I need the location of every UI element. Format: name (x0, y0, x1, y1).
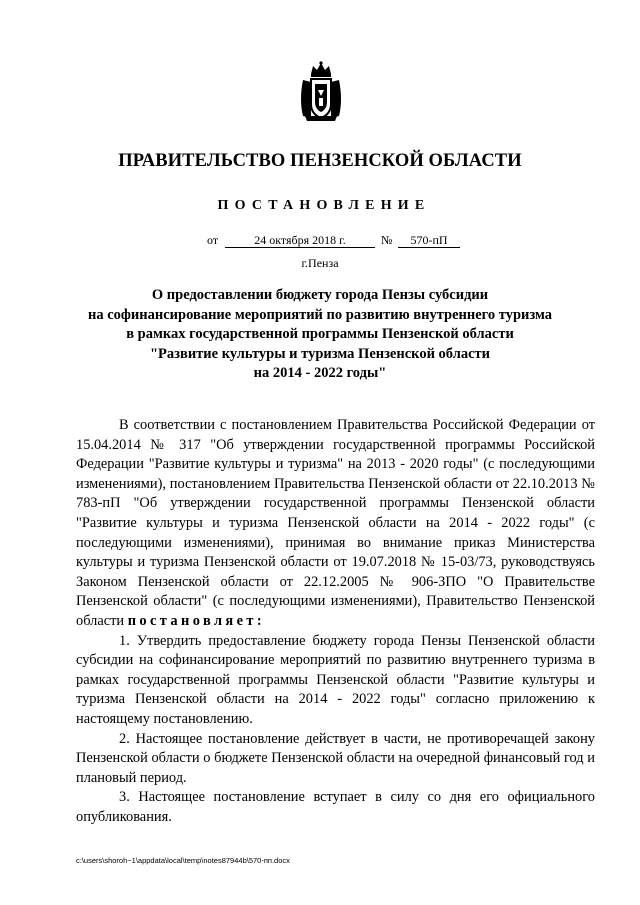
title-line: на софинансирование мероприятий по развитию внутреннего туризма (87, 306, 553, 323)
document-date: 24 октября 2018 г. (225, 233, 375, 248)
title-line: на 2014 - 2022 годы" (253, 365, 387, 381)
document-type: ПОСТАНОВЛЕНИЕ (217, 198, 431, 213)
title-line: в рамках государственной программы Пензенской области (126, 326, 514, 342)
item-paragraph: 1. Утвердить предоставление бюджету города Пензы Пензенской области субсидии на софинансирование мероприятий по развитию внутреннего туризма в рамках государственной программы Пензенской области "Развитие культуры и туризма Пензенской области на 2014 - 2022 годы" согласно приложению к настоящему постановлению. (76, 632, 595, 727)
preamble-paragraph (76, 416, 595, 632)
government-name: ПРАВИТЕЛЬСТВО ПЕНЗЕНСКОЙ ОБЛАСТИ (118, 151, 522, 171)
item-paragraph: 3. Настоящее постановление вступает в силу со дня его официального опубликования. (76, 789, 595, 825)
date-prefix: от (207, 233, 219, 247)
number-prefix: № (381, 233, 393, 247)
file-path-footer: c:\users\shoroh~1\appdata\local\temp\notes87944b\570-пп.docx (76, 856, 290, 865)
city-name: г.Пенза (301, 256, 339, 270)
coat-of-arms-emblem (297, 60, 345, 122)
title-line: "Развитие культуры и туризма Пензенской области (150, 345, 490, 362)
document-body (76, 416, 595, 827)
decree-word: постановляет: (127, 612, 266, 629)
item-paragraph: 2. Настоящее постановление действует в части, не противоречащей закону Пензенской области о бюджете Пензенской области на очередной финансовый год и плановый период. (76, 730, 595, 786)
preamble-text: В соответствии с постановлением Правительства Российской Федерации от 15.04.2014 № 317 "Об утверждении государственной программы Российской Федерации "Развитие культуры и туризма" на 2013 - 2020 годы" (с последующими изменениями), постановлением Правительства Пензенской области от 22.10.2013 № 783-пП "Об утверждении государственной программы Пензенской области "Развитие культуры и туризма Пензенской области на 2014 - 2022 годы" (с последующими изменениями), принимая во внимание приказ Министерства культуры и туризма Пензенской области от 19.07.2018 № 15-03/73, руководствуясь Законом Пензенской области от 22.12.2005 № 906-ЗПО "О Правительстве Пензенской области" (с последующими изменениями), Правительство Пензенской области (76, 417, 595, 629)
document-title (0, 286, 640, 384)
document-number: 570-пП (398, 233, 460, 248)
title-line: О предоставлении бюджету города Пензы субсидии (151, 287, 489, 303)
